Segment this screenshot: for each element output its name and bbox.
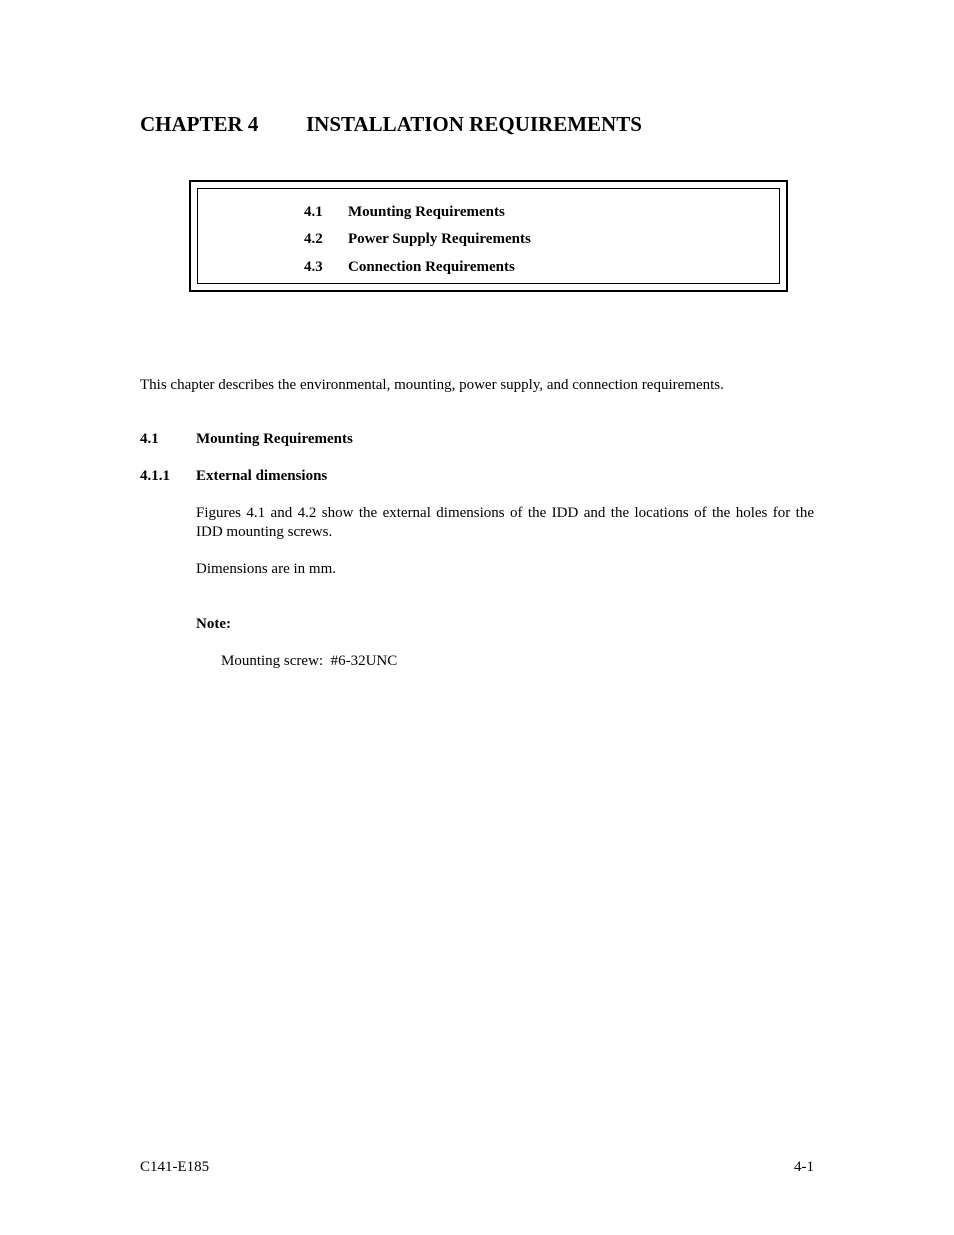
section-number: 4.1 bbox=[140, 431, 159, 447]
chapter-contents-box bbox=[189, 180, 788, 292]
subsection-number: 4.1.1 bbox=[140, 468, 170, 484]
units-paragraph: Dimensions are in mm. bbox=[196, 561, 336, 577]
section-heading bbox=[140, 431, 353, 448]
toc-entry[interactable] bbox=[304, 204, 505, 221]
footer-page-number: 4-1 bbox=[794, 1159, 814, 1175]
toc-entry-label: Mounting Requirements bbox=[348, 204, 505, 220]
toc-entry[interactable] bbox=[304, 259, 515, 276]
toc-entry-number: 4.1 bbox=[304, 204, 323, 220]
chapter-number: CHAPTER 4 bbox=[140, 112, 259, 136]
footer-doc-id: C141-E185 bbox=[140, 1159, 210, 1175]
section-title: Mounting Requirements bbox=[196, 431, 353, 447]
toc-entry-label: Power Supply Requirements bbox=[348, 231, 531, 247]
toc-entry-label: Connection Requirements bbox=[348, 259, 515, 275]
dimensions-paragraph: Figures 4.1 and 4.2 show the external dimensions of the IDD and the locations of the holes for the IDD mounting screws. bbox=[196, 505, 814, 540]
toc-entry-number: 4.3 bbox=[304, 259, 323, 275]
note-heading: Note: bbox=[196, 616, 231, 632]
chapter-heading bbox=[140, 112, 642, 137]
chapter-title: INSTALLATION REQUIREMENTS bbox=[306, 112, 642, 136]
toc-entry-number: 4.2 bbox=[304, 231, 323, 247]
subsection-title: External dimensions bbox=[196, 468, 328, 484]
chapter-contents-inner-frame bbox=[197, 188, 780, 284]
note-text: Mounting screw: #6-32UNC bbox=[221, 653, 398, 669]
subsection-heading bbox=[140, 468, 327, 485]
intro-paragraph: This chapter describes the environmental, mounting, power supply, and connection requirements. bbox=[140, 377, 724, 393]
toc-entry[interactable] bbox=[304, 231, 531, 248]
